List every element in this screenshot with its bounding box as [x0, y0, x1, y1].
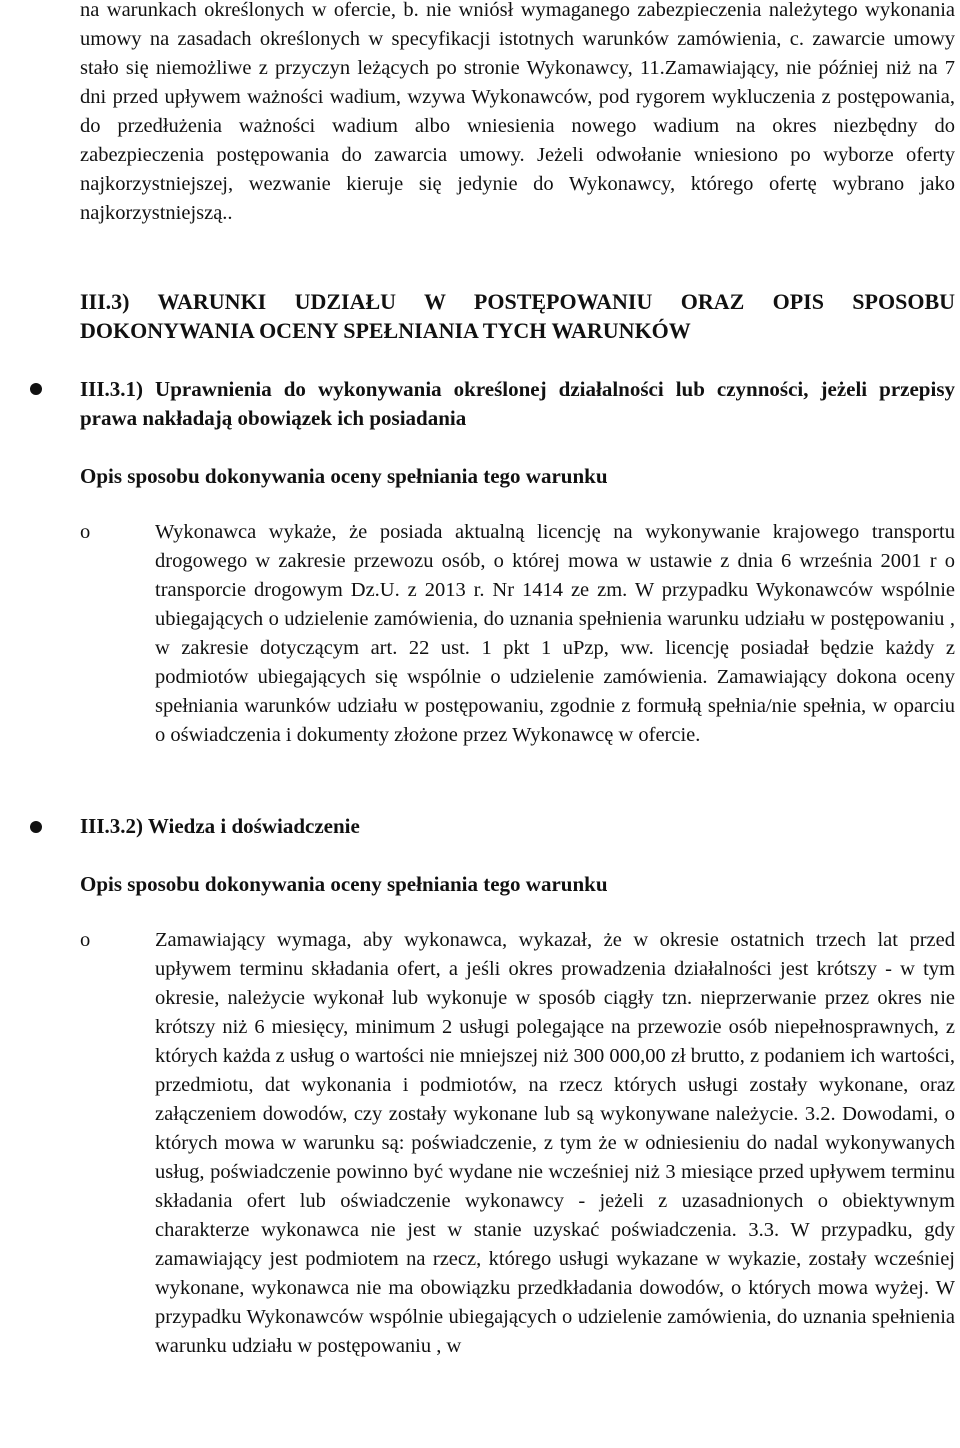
condition1-method-heading: Opis sposobu dokonywania oceny spełniania tego warunku [80, 464, 608, 488]
condition2-method-heading: Opis sposobu dokonywania oceny spełniania tego warunku [80, 872, 608, 896]
circle-list-marker: o [80, 929, 91, 951]
circle-list-marker: o [80, 521, 91, 543]
condition1-description: Wykonawca wykaże, że posiada aktualną licencję na wykonywanie krajowego transportu drogowego w zakresie przewozu osób, o której mowa w ustawie z dnia 6 września 2001 r o transporcie drogowym Dz.U. z 2013 r. Nr 1414 ze zm. W przypadku Wykonawców wspólnie ubiegających o udzielenie zamówienia, do uznania spełnienia warunku udziału w postępowaniu , w zakresie dotyczącym art. 22 ust. 1 pkt 1 uPzp, ww. licencję posiadał będzie każdy z podmiotów ubiegających się wspólnie o udzielenie zamówienia. Zamawiający dokona oceny spełniania warunków udziału w postępowaniu, zgodnie z formułą spełnia/nie spełnia, w oparciu o oświadczenia i dokumenty złożone przez Wykonawcę w ofercie. [155, 521, 955, 746]
section-heading-line2: DOKONYWANIA OCENY SPEŁNIANIA TYCH WARUNKÓW [80, 318, 691, 343]
section-heading-line1: III.3) WARUNKI UDZIAŁU W POSTĘPOWANIU ORAZ OPIS SPOSOBU [80, 289, 955, 314]
condition2-title: III.3.2) Wiedza i doświadczenie [80, 814, 360, 838]
condition1-title: III.3.1) Uprawnienia do wykonywania określonej działalności lub czynności, jeżeli przepisy prawa nakładają obowiązek ich posiadania [80, 377, 955, 430]
section-heading [80, 287, 955, 345]
condition2-description: Zamawiający wymaga, aby wykonawca, wykazał, że w okresie ostatnich trzech lat przed upływem terminu składania ofert, a jeśli okres prowadzenia działalności jest krótszy - w tym okresie, należycie wykonał lub wykonuje w sposób ciągły tzn. nieprzerwanie przez okres nie krótszy niż 6 miesięcy, minimum 2 usługi polegające na przewozie osób niepełnosprawnych, z których każda z usług o wartości nie mniejszej niż 300 000,00 zł brutto, z podaniem ich wartości, przedmiotu, dat wykonania i podmiotów, na rzecz których usługi zostały wykonane, oraz załączeniem dowodów, czy zostały wykonane lub są wykonywane należycie. 3.2. Dowodami, o których mowa w warunku są: poświadczenie, z tym że w odniesieniu do nadal wykonywanych usług, poświadczenie powinno być wydane nie wcześniej niż 3 miesiące przed upływem terminu składania ofert lub oświadczenie wykonawcy - jeżeli z uzasadnionych o obiektywnym charakterze wykonawca nie jest w stanie uzyskać poświadczenia. 3.3. W przypadku, gdy zamawiający jest podmiotem na rzecz, którego usługi wykazane w wykazie, zostały wcześniej wykonane, wykonawca nie ma obowiązku przedkładania dowodów, o których mowa wyżej. W przypadku Wykonawców wspólnie ubiegających o udzielenie zamówienia, do uznania spełnienia warunku udziału w postępowaniu , w [155, 929, 955, 1357]
intro-paragraph: na warunkach określonych w ofercie, b. nie wniósł wymaganego zabezpieczenia należytego wykonania umowy na zasadach określonych w specyfikacji istotnych warunków zamówienia, c. zawarcie umowy stało się niemożliwe z przyczyn leżących po stronie Wykonawcy, 11.Zamawiający, nie później niż na 7 dni przed upływem ważności wadium, wzywa Wykonawców, pod rygorem wykluczenia z postępowania, do przedłużenia ważności wadium albo wniesienia nowego wadium na okres niezbędny do zabezpieczenia postępowania do zawarcia umowy. Jeżeli odwołanie wniesiono po wyborze oferty najkorzystniejszej, wezwanie kieruje się jedynie do Wykonawcy, którego ofertę wybrano jako najkorzystniejszą.. [80, 0, 955, 224]
bullet-icon [30, 821, 42, 833]
bullet-icon [30, 383, 42, 395]
